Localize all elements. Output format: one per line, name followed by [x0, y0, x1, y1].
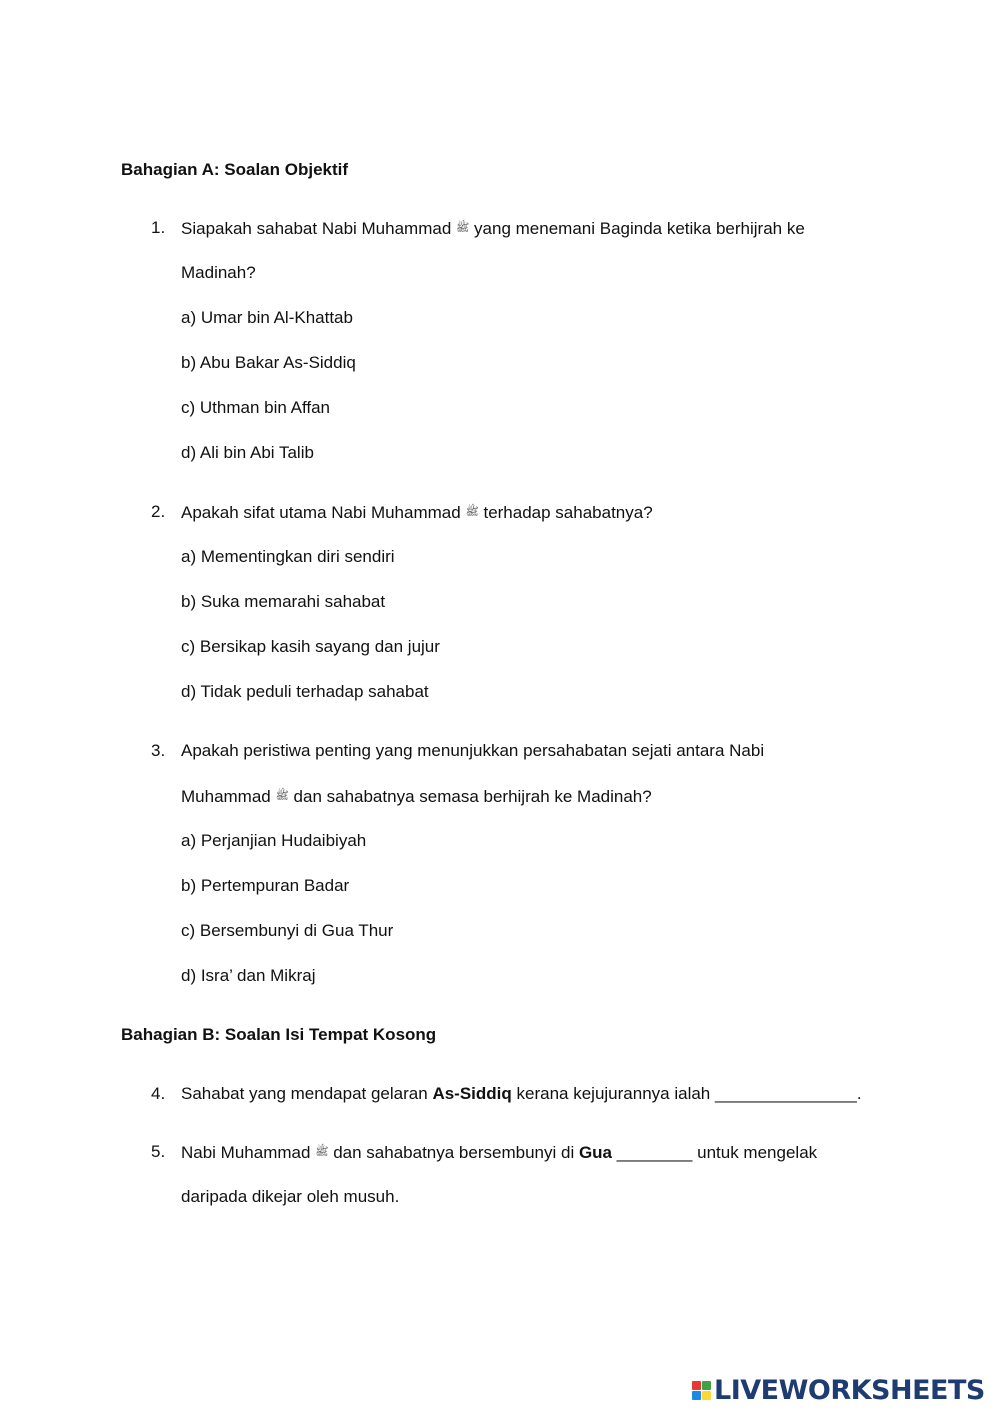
section-b-heading: Bahagian B: Soalan Isi Tempat Kosong: [121, 1025, 437, 1044]
question-1-line-2: Madinah?: [181, 263, 256, 282]
question-1-line-1: [181, 217, 805, 240]
question-1-text-post: yang menemani Baginda ketika berhijrah ke: [474, 219, 805, 238]
question-4-number: 4.: [151, 1084, 166, 1103]
logo-tile: [692, 1381, 701, 1390]
question-3-option-a: a) Perjanjian Hudaibiyah: [181, 831, 367, 850]
saw-symbol: ﷺ: [315, 1146, 329, 1158]
question-2-option-a: a) Mementingkan diri sendiri: [181, 547, 395, 566]
question-5-keyword: Gua: [578, 1143, 613, 1162]
liveworksheets-logo: [692, 1374, 985, 1406]
question-1-option-d: d) Ali bin Abi Talib: [181, 443, 314, 462]
section-a-heading: Bahagian A: Soalan Objektif: [121, 160, 349, 179]
saw-symbol: ﷺ: [465, 506, 479, 518]
question-3-option-c: c) Bersembunyi di Gua Thur: [181, 921, 394, 940]
question-4-line-1: [181, 1083, 862, 1105]
question-5-number: 5.: [151, 1142, 166, 1161]
question-2-text-post: terhadap sahabatnya?: [483, 503, 653, 522]
logo-tile: [702, 1391, 711, 1400]
logo-tile: [702, 1381, 711, 1390]
question-1-number: 1.: [151, 218, 166, 237]
question-2-text-pre: Apakah sifat utama Nabi Muhammad: [181, 503, 461, 522]
logo-text: LIVEWORKSHEETS: [714, 1374, 985, 1406]
question-2-option-c: c) Bersikap kasih sayang dan jujur: [181, 637, 440, 656]
logo-tile: [692, 1391, 701, 1400]
question-4-blank[interactable]: _______________: [715, 1084, 857, 1103]
question-1-option-c: c) Uthman bin Affan: [181, 398, 330, 417]
question-3-text-pre: Muhammad: [181, 787, 271, 806]
question-3-line-1: Apakah peristiwa penting yang menunjukkan persahabatan sejati antara Nabi: [181, 741, 765, 760]
question-2-line-1: [181, 501, 653, 524]
question-3-line-2: [181, 785, 652, 808]
question-1-option-a: a) Umar bin Al-Khattab: [181, 308, 353, 327]
question-3-option-d: d) Isra’ dan Mikraj: [181, 966, 316, 985]
question-1-text-pre: Siapakah sahabat Nabi Muhammad: [181, 219, 452, 238]
question-4-keyword: As-Siddiq: [432, 1084, 512, 1103]
question-2-option-b: b) Suka memarahi sahabat: [181, 592, 386, 611]
question-3-option-b: b) Pertempuran Badar: [181, 876, 350, 895]
question-1-option-b: b) Abu Bakar As-Siddiq: [181, 353, 356, 372]
question-5-text-pre: Nabi Muhammad: [181, 1143, 311, 1162]
question-3-text-post: dan sahabatnya semasa berhijrah ke Madinah?: [293, 787, 652, 806]
question-2-option-d: d) Tidak peduli terhadap sahabat: [181, 682, 429, 701]
question-4-text-pre: Sahabat yang mendapat gelaran: [181, 1084, 428, 1103]
saw-symbol: ﷺ: [275, 790, 289, 802]
question-5-text-mid: dan sahabatnya bersembunyi di: [333, 1143, 575, 1162]
question-5-text-post: untuk mengelak: [697, 1143, 818, 1162]
question-4-end: .: [856, 1084, 862, 1103]
saw-symbol: ﷺ: [456, 222, 470, 234]
question-5-blank[interactable]: ________: [616, 1143, 693, 1162]
question-5-line-1: [181, 1141, 817, 1164]
question-4-text-post: kerana kejujurannya ialah: [516, 1084, 711, 1103]
question-3-number: 3.: [151, 741, 166, 760]
question-5-line-2: daripada dikejar oleh musuh.: [181, 1187, 400, 1206]
logo-tiles-icon: [692, 1381, 711, 1400]
question-2-number: 2.: [151, 502, 166, 521]
